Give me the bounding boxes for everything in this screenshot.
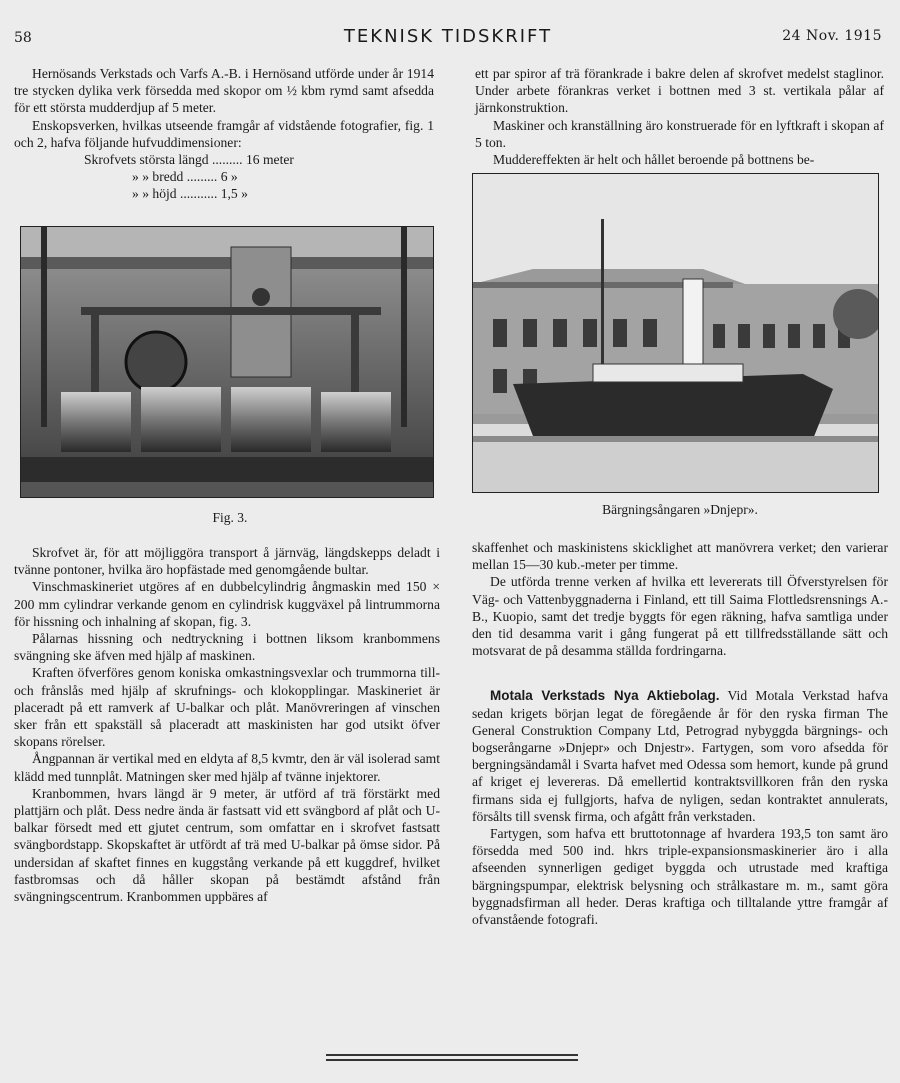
left-column-top bbox=[14, 65, 434, 203]
paragraph: De utförda trenne verken af hvilka ett levererats till Öfverstyrelsen för Väg- och Vattenbyggnaderna i Finland, ett till Saima Flottledsrensnings A.-B., Kuopio, samt det tredje byggts för egen räkning, hafva samtliga under den tid desamma varit i gång fungerat på ett tillfredsställande sätt och motsvarat de på desamma ställda fordringarna. bbox=[472, 574, 888, 659]
section-paragraph bbox=[472, 687, 888, 825]
paragraph: Kraften öfverföres genom koniska omkastningsvexlar och trummorna till- och frånslås med hjälp af skrufnings- och klokopplingar. Maskineriet är placeradt på ett ramverk af U-balkar och plåt. Manövreringen af vinschen sker från ett spakställ så placeradt att maskinisten har god utsikt öfver skopans rörelser. bbox=[14, 665, 440, 750]
paragraph: Fartygen, som hafva ett bruttotonnage af hvardera 193,5 ton samt äro försedda med 500 ind. hkrs triple-expansionsmaskinerier äro i alla afseenden synnerligen gediget byggda och utrustade med kraftiga bärgningspumpar, elektrisk belysning och strålkastare m. m., samt göra byggnadsfirman all heder. Deras kraftiga och tilltalande yttre framgår af ofvanstående fotografi. bbox=[472, 826, 888, 928]
paragraph: Pålarnas hissning och nedtryckning i bottnen liksom kranbommens svängning ske äfven med hjälp af maskinen. bbox=[14, 631, 440, 664]
section-heading: Motala Verkstads Nya Aktiebolag. bbox=[490, 688, 720, 704]
end-rule bbox=[326, 1054, 578, 1056]
end-rule bbox=[326, 1059, 578, 1061]
paragraph: Maskiner och kranställning äro konstruerade för en lyftkraft i skopan af 5 ton. bbox=[475, 117, 884, 150]
issue-date: 24 Nov. 1915 bbox=[782, 28, 882, 44]
paragraph-text: Vid Motala Verkstad hafva sedan krigets början legat de föregående år för den ryska firman The General Construktion Company Ltd, Petrograd nybyggda bärgnings- och bogserångarne »Dnjepr» och Dnjestr». Fartygen, som voro afsedda för bergningsändamål i Svarta hafvet med Odessa som hemort, kunde på grund af kriget ej levereras. Då emellertid kontraktsvillkoren från den ryska firmans sida ej fullgjorts, hafva de nyligen, sedan kontraktet annulerats, försålts till svensk firma, och afgått från verkstaden. bbox=[472, 688, 888, 824]
figure-caption: Fig. 3. bbox=[212, 510, 248, 525]
paragraph: Enskopsverken, hvilkas utseende framgår af vidstående fotografier, fig. 1 och 2, hafva följande hufvuddimensioner: bbox=[14, 117, 434, 150]
paragraph: Skrofvet är, för att möjliggöra transport å järnväg, längdskepps deladt i tvänne pontoner, hvilka äro hopfästade med genomgående bultar. bbox=[14, 545, 440, 578]
right-column-top bbox=[475, 65, 884, 168]
dimension-line: Skrofvets största längd ......... 16 meter bbox=[84, 152, 294, 168]
paragraph: Ångpannan är vertikal med en eldyta af 8,5 kvmtr, den är väl isolerad samt klädd med tunnplåt. Matningen sker med hjälp af tvänne injektorer. bbox=[14, 751, 440, 784]
left-column-bottom bbox=[14, 544, 440, 905]
paragraph: skaffenhet och maskinistens skicklighet att manövrera verket; den varierar mellan 15—30 kub.-meter per timme. bbox=[472, 540, 888, 573]
dimension-line: » » höjd ........... 1,5 » bbox=[132, 186, 248, 202]
paragraph: Vinschmaskineriet utgöres af en dubbelcylindrig ångmaskin med 150 × 200 mm cylindrar verkande genom en cylindrisk kuggväxel på lintrummorna för hissning och inhalning af skopan, fig. 3. bbox=[14, 579, 440, 629]
page-number: 58 bbox=[14, 30, 32, 46]
dimension-line: » » bredd ......... 6 » bbox=[132, 169, 238, 185]
page-header bbox=[14, 26, 882, 50]
paragraph: ett par spiror af trä förankrade i bakre delen af skrofvet medelst staglinor. Under arbete förankras verket i bottnen med 3 st. vertikala pålar af järnkonstruktion. bbox=[475, 66, 884, 116]
right-column-bottom bbox=[472, 539, 888, 928]
paragraph: Hernösands Verkstads och Varfs A.-B. i Hernösand utförde under år 1914 tre stycken dylika verk försedda med skopor om ½ kbm rymd samt afsedda för ett största mudderdjup af 5 meter. bbox=[14, 66, 434, 116]
figure-caption: Bärgningsångaren »Dnjepr». bbox=[602, 502, 758, 517]
paragraph: Kranbommen, hvars längd är 9 meter, är utförd af trä förstärkt med plattjärn och plåt. Dess nedre ända är fastsatt vid ett svängbord af plåt och U-balkar försedt med ett gjutet centrum, som omfattar en i skrofvet fastsatt svängbordstapp. Skopskaftet är utfördt af trä med U-balkar på ömse sidor. På undersidan af skaftet finnes en kuggstång verkande på ett kuggdref, hvilket fastbromsas och då håller skopan på bestämdt afstånd från svängningscentrum. Kranbommen uppbäres af bbox=[14, 785, 440, 905]
machinery-photo bbox=[20, 226, 434, 498]
ship-photo bbox=[472, 173, 879, 493]
journal-title: TEKNISK TIDSKRIFT bbox=[343, 26, 553, 47]
paragraph: Muddereffekten är helt och hållet beroende på bottnens be- bbox=[493, 152, 815, 168]
